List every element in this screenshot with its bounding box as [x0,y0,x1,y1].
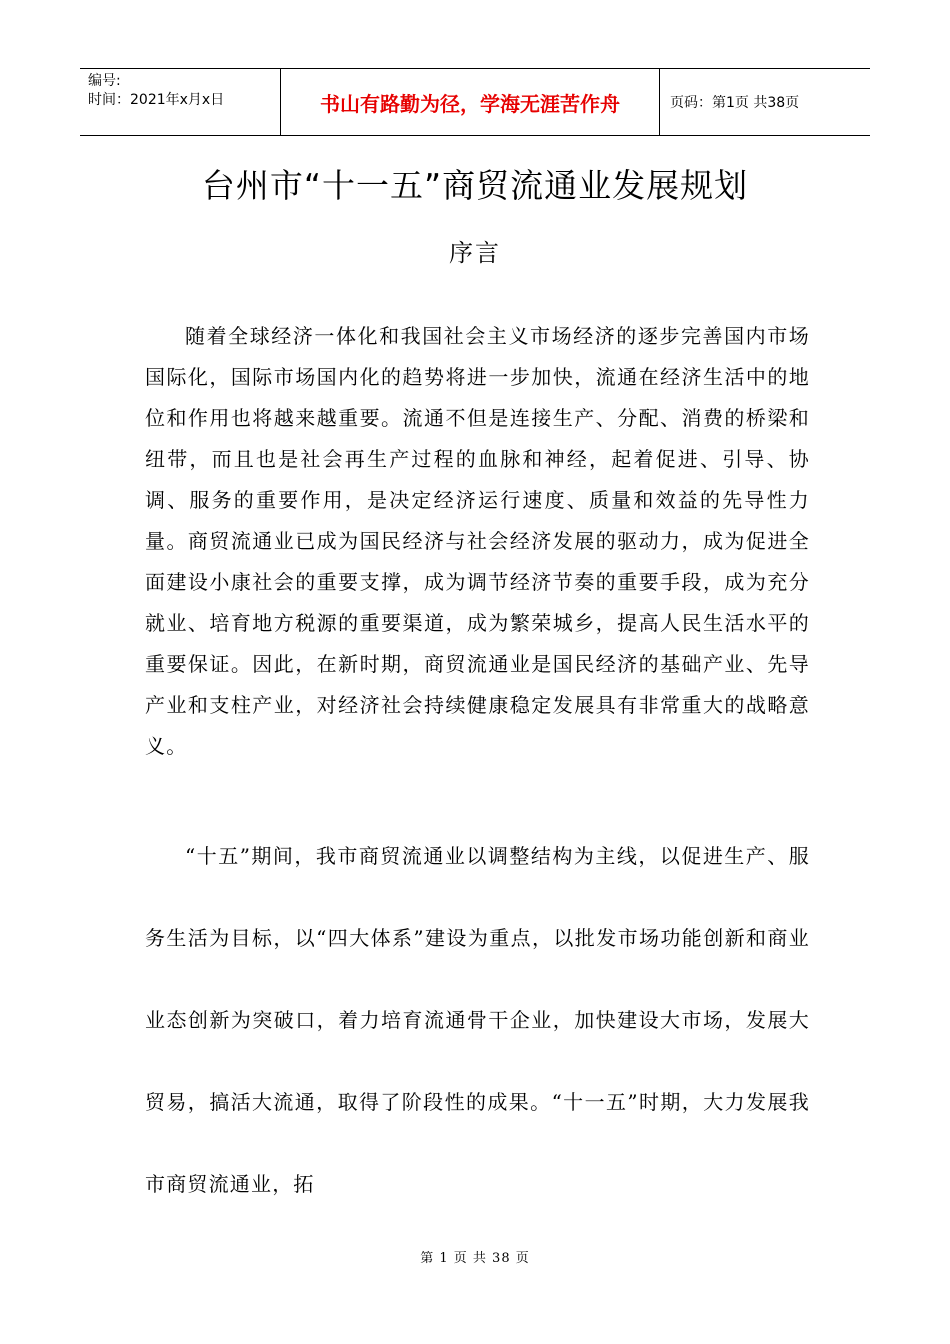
paragraph-review: “十五”期间，我市商贸流通业以调整结构为主线，以促进生产、服务生活为目标，以“四大体系”建设为重点，以批发市场功能创新和商业业态创新为突破口，着力培育流通骨干企业，加快建设大市场，发展大贸易，搞活大流通，取得了阶段性的成果。“十一五”时期，大力发展我市商贸流通业，拓 [145,844,810,1196]
document-subtitle: 序言 [449,239,501,267]
paragraph-intro: 随着全球经济一体化和我国社会主义市场经济的逐步完善国内市场国际化，国际市场国内化的趋势将进一步加快，流通在经济生活中的地位和作用也将越来越重要。流通不但是连接生产、分配、消费的桥梁和纽带，而且也是社会再生产过程的血脉和神经，起着促进、引导、协调、服务的重要作用，是决定经济运行速度、质量和效益的先导性力量。商贸流通业已成为国民经济与社会经济发展的驱动力，成为促进全面建设小康社会的重要支撑，成为调节经济节奏的重要手段，成为充分就业、培育地方税源的重要渠道，成为繁荣城乡，提高人民生活水平的重要保证。因此，在新时期，商贸流通业是国民经济的基础产业、先导产业和支柱产业，对经济社会持续健康稳定发展具有非常重大的战略意义。 [145,324,810,758]
time-label: 时间：2021年x月x日 [88,92,225,108]
serial-label: 编号: [88,73,121,89]
header-meta [80,69,280,135]
page-header [80,68,870,136]
header-page-info: 页码：第1页 共38页 [670,95,800,111]
document-title: 台州市“十一五”商贸流通业发展规划 [201,166,749,205]
header-motto: 书山有路勤为径，学海无涯苦作舟 [280,69,660,135]
page-footer: 第 1 页 共 38 页 [420,1251,530,1266]
